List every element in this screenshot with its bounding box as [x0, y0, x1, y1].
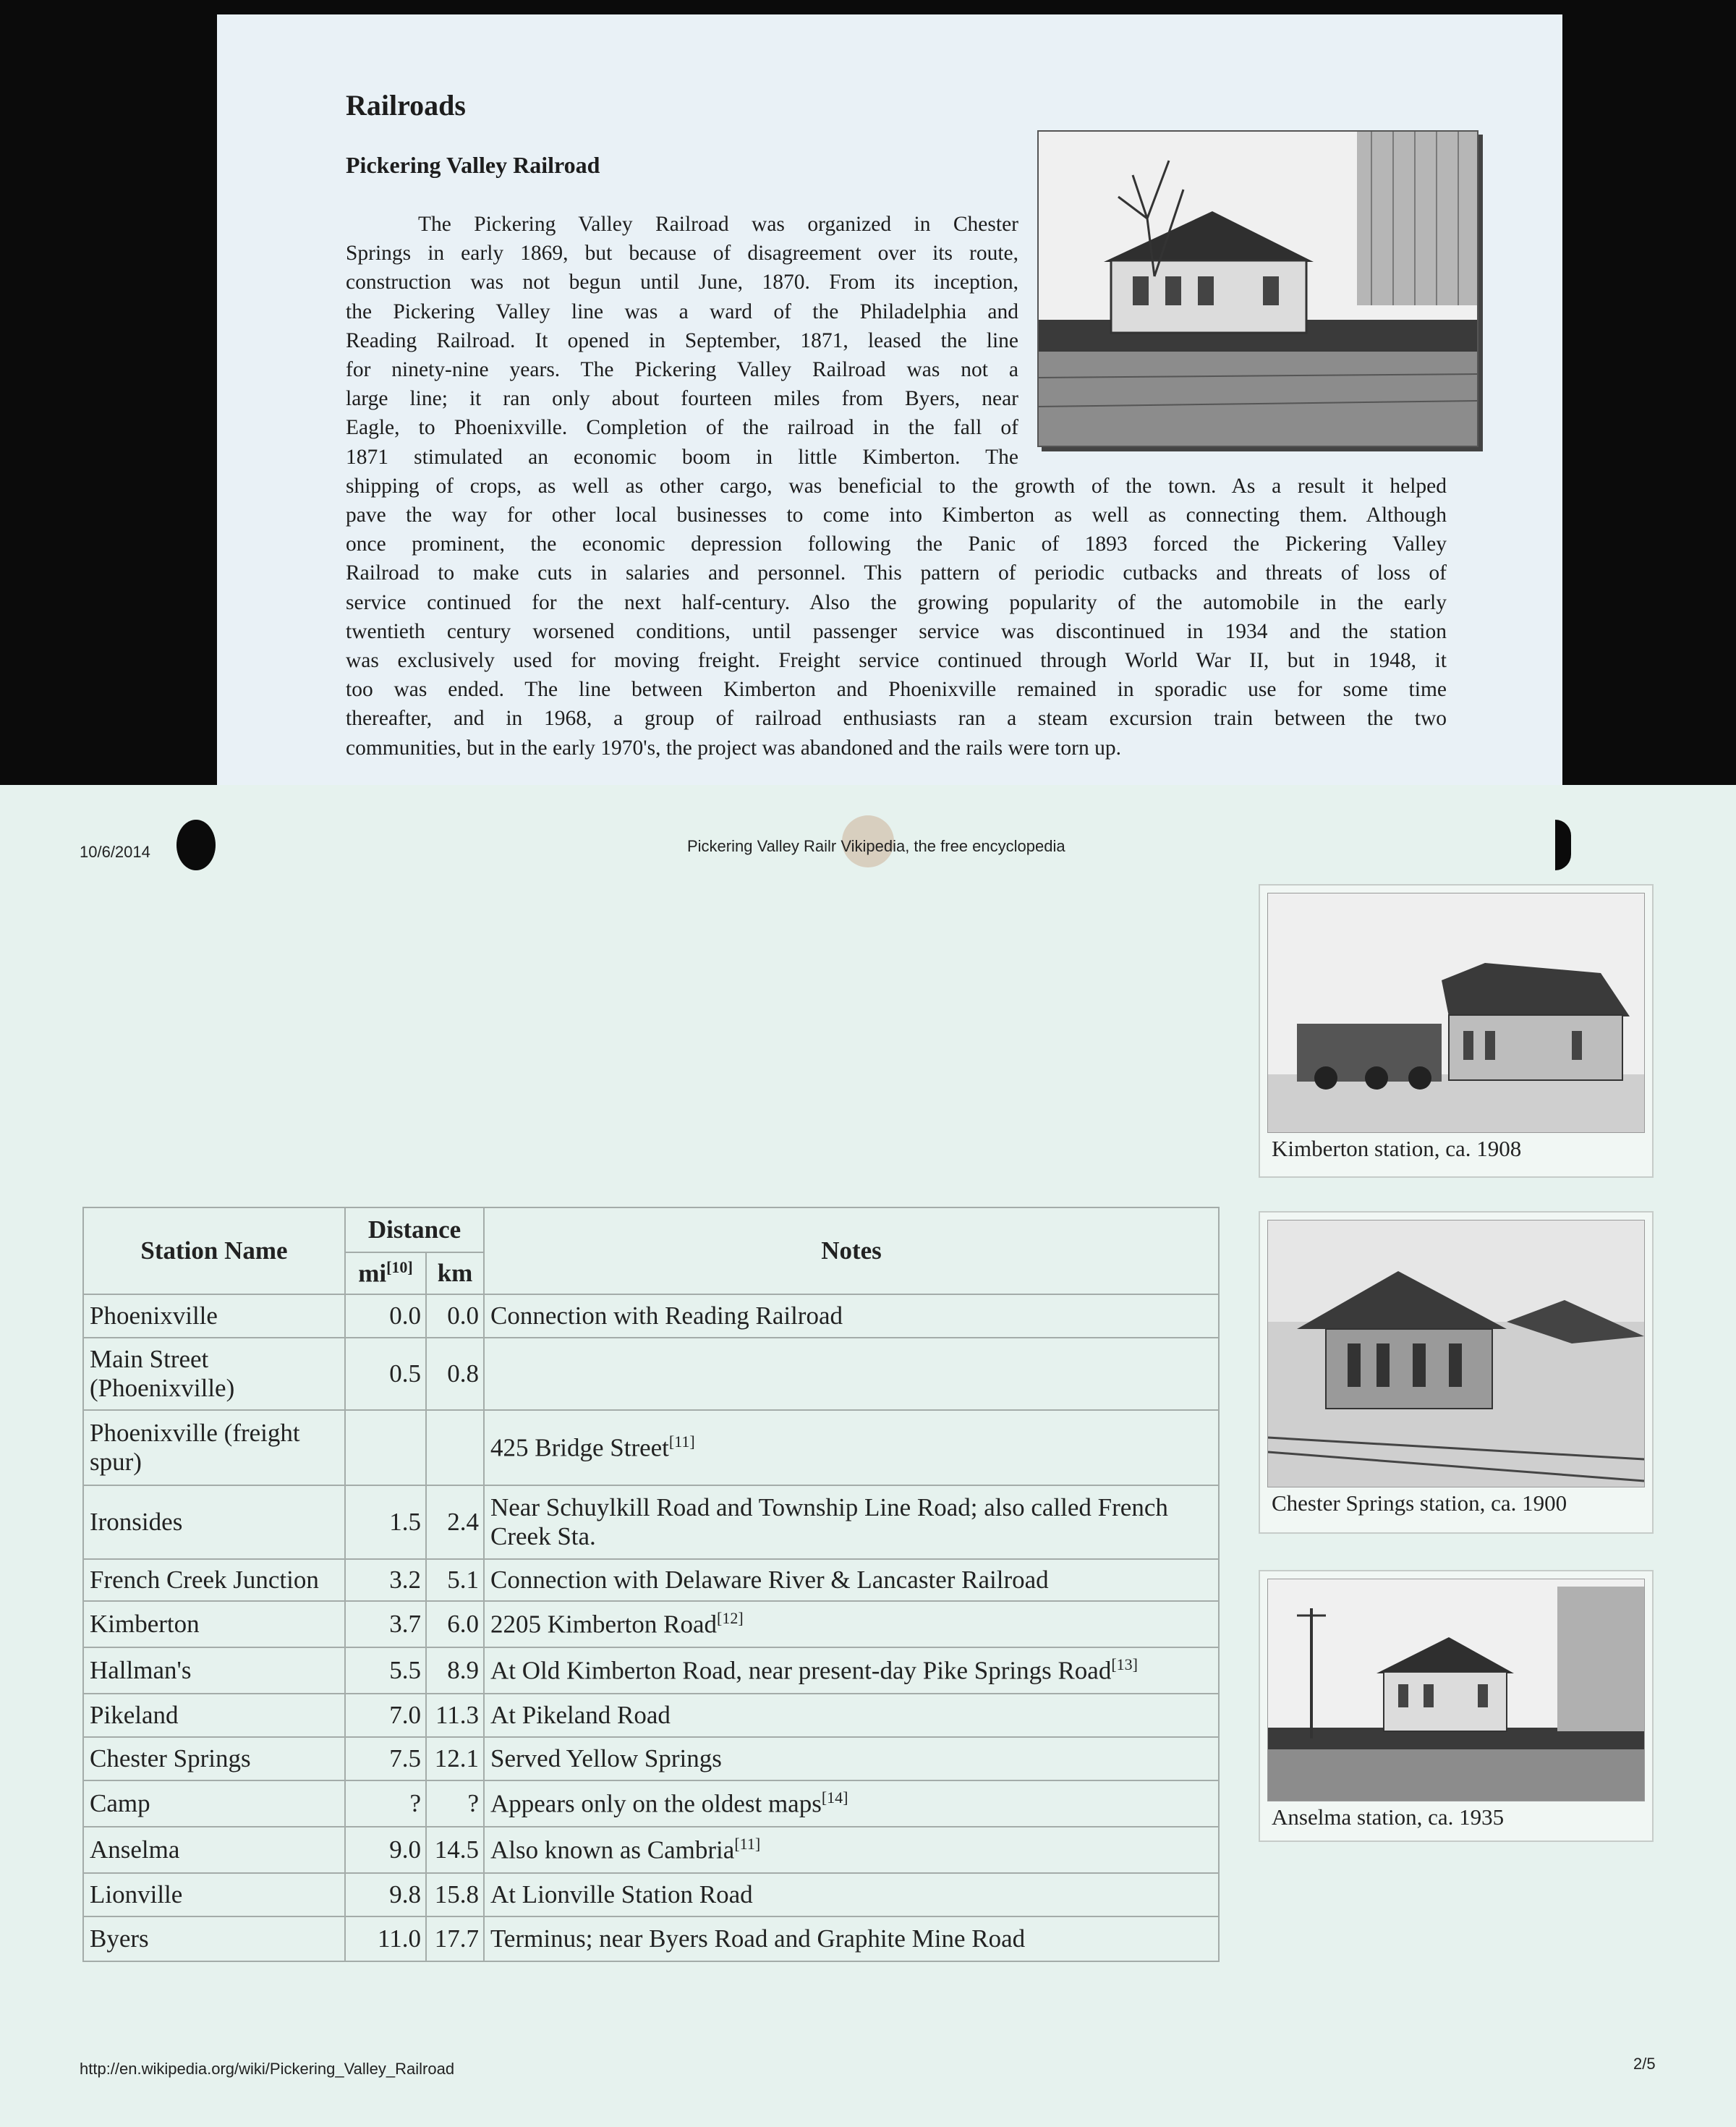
paragraph-line: service continued for the next half-century. Also the growing popularity of the automobile in the early: [346, 590, 1447, 614]
figure-caption: Kimberton station, ca. 1908: [1272, 1136, 1522, 1161]
notes-text: Connection with Reading Railroad: [490, 1302, 843, 1330]
station-notes: [484, 1916, 1219, 1961]
distance-km: 0.8: [426, 1338, 484, 1410]
station-name: Hallman's: [83, 1647, 345, 1694]
header-mi-label: mi: [358, 1259, 387, 1288]
notes-text: 425 Bridge Street: [490, 1433, 669, 1462]
distance-mi: 7.5: [345, 1737, 426, 1780]
station-notes: [484, 1647, 1219, 1694]
distance-km: 11.3: [426, 1694, 484, 1737]
figure-chester-springs-station[interactable]: [1259, 1211, 1654, 1534]
table-row: [83, 1916, 1219, 1961]
table-row: [83, 1694, 1219, 1737]
header-mi: [345, 1252, 426, 1294]
figure-caption: Chester Springs station, ca. 1900: [1272, 1490, 1567, 1516]
paragraph-line: pave the way for other local businesses to come into Kimberton as well as connecting them. Although: [346, 504, 1447, 527]
table-row: [83, 1338, 1219, 1410]
figure-anselma-station[interactable]: [1259, 1570, 1654, 1842]
station-name: Byers: [83, 1916, 345, 1961]
paragraph-line: construction was not begun until June, 1870. From its inception,: [346, 271, 1018, 294]
station-name: French Creek Junction: [83, 1559, 345, 1601]
table-row: [83, 1410, 1219, 1485]
distance-mi: 11.0: [345, 1916, 426, 1961]
paragraph-line: for ninety-nine years. The Pickering Valley Railroad was not a: [346, 358, 1018, 382]
table-row: [83, 1294, 1219, 1338]
notes-text: Terminus; near Byers Road and Graphite Mine Road: [490, 1924, 1026, 1953]
header-station-name: Station Name: [83, 1207, 345, 1294]
station-table: [82, 1207, 1220, 1962]
paragraph-line: too was ended. The line between Kimberton and Phoenixville remained in sporadic use for some time: [346, 678, 1447, 702]
distance-mi: 1.5: [345, 1485, 426, 1559]
station-name: Phoenixville (freight spur): [83, 1410, 345, 1485]
paragraph-line: 1871 stimulated an economic boom in little Kimberton. The: [346, 445, 1018, 469]
citation-link[interactable]: [11]: [668, 1432, 695, 1451]
distance-km: 2.4: [426, 1485, 484, 1559]
station-notes: [484, 1827, 1219, 1873]
paragraph-line: the Pickering Valley line was a ward of the Philadelphia and: [346, 300, 1018, 323]
distance-km: [426, 1410, 484, 1485]
citation-link[interactable]: [12]: [717, 1609, 744, 1628]
distance-mi: 7.0: [345, 1694, 426, 1737]
print-page-number: 2/5: [1633, 2055, 1656, 2073]
station-notes: [484, 1410, 1219, 1485]
notes-text: 2205 Kimberton Road: [490, 1610, 718, 1639]
paragraph-line: The Pickering Valley Railroad was organized in Chester: [418, 213, 1018, 236]
header-km: km: [426, 1252, 484, 1294]
station-name: Phoenixville: [83, 1294, 345, 1338]
station-name: Lionville: [83, 1873, 345, 1916]
paragraph-line: twentieth century worsened conditions, until passenger service was discontinued in 1934 and the station: [346, 619, 1447, 643]
notes-text: Served Yellow Springs: [490, 1744, 722, 1772]
station-notes: [484, 1485, 1219, 1559]
distance-mi: ?: [345, 1780, 426, 1827]
station-name: Pikeland: [83, 1694, 345, 1737]
notes-text: Connection with Delaware River & Lancaster Railroad: [490, 1566, 1049, 1594]
station-notes: [484, 1294, 1219, 1338]
paragraph-line: shipping of crops, as well as other cargo, was beneficial to the growth of the town. As a result it helped: [346, 474, 1447, 498]
paragraph-line: communities, but in the early 1970's, the project was abandoned and the rails were torn up.: [346, 736, 1121, 760]
station-notes: [484, 1694, 1219, 1737]
station-name: Chester Springs: [83, 1737, 345, 1780]
chester-springs-station-image[interactable]: [1267, 1220, 1645, 1487]
table-row: [83, 1737, 1219, 1780]
citation-link[interactable]: [10]: [386, 1258, 413, 1277]
station-name: Main Street (Phoenixville): [83, 1338, 345, 1410]
kimberton-station-image[interactable]: [1267, 893, 1645, 1133]
distance-mi: [345, 1410, 426, 1485]
table-row: [83, 1601, 1219, 1647]
paragraph-line: thereafter, and in 1968, a group of railroad enthusiasts ran a steam excursion train between the two: [346, 707, 1447, 731]
station-notes: [484, 1873, 1219, 1916]
distance-km: ?: [426, 1780, 484, 1827]
kimberton-station-art: [1268, 893, 1644, 1132]
print-url: http://en.wikipedia.org/wiki/Pickering_Valley_Railroad: [80, 2060, 455, 2078]
station-name: Anselma: [83, 1827, 345, 1873]
paragraph-line: Eagle, to Phoenixville. Completion of the railroad in the fall of: [346, 416, 1018, 440]
distance-km: 12.1: [426, 1737, 484, 1780]
anselma-station-image[interactable]: [1267, 1579, 1645, 1801]
subsection-title: Pickering Valley Railroad: [346, 152, 600, 178]
notes-text: At Pikeland Road: [490, 1701, 671, 1729]
distance-mi: 3.7: [345, 1601, 426, 1647]
station-name: Kimberton: [83, 1601, 345, 1647]
notes-text: Also known as Cambria: [490, 1835, 735, 1864]
paragraph-line: Springs in early 1869, but because of disagreement over its route,: [346, 242, 1018, 266]
distance-mi: 5.5: [345, 1647, 426, 1694]
section-title: Railroads: [346, 89, 466, 122]
paragraph-line: was exclusively used for moving freight. Freight service continued through World War II, but in 1948, it: [346, 649, 1447, 673]
station-name: Camp: [83, 1780, 345, 1827]
distance-km: 14.5: [426, 1827, 484, 1873]
paragraph-line: once prominent, the economic depression following the Panic of 1893 forced the Pickering Valley: [346, 532, 1447, 556]
chester-springs-station-art: [1268, 1220, 1644, 1487]
station-photo-art: [1039, 132, 1477, 446]
distance-km: 0.0: [426, 1294, 484, 1338]
notes-text: At Old Kimberton Road, near present-day Pike Springs Road: [490, 1656, 1112, 1685]
citation-link[interactable]: [11]: [734, 1835, 761, 1854]
distance-mi: 3.2: [345, 1559, 426, 1601]
station-notes: [484, 1338, 1219, 1410]
paragraph-line: large line; it ran only about fourteen miles from Byers, near: [346, 387, 1018, 411]
header-notes: Notes: [484, 1207, 1219, 1294]
citation-link[interactable]: [14]: [821, 1788, 848, 1807]
distance-km: 17.7: [426, 1916, 484, 1961]
distance-mi: 0.0: [345, 1294, 426, 1338]
anselma-station-art: [1268, 1579, 1644, 1801]
station-notes: [484, 1737, 1219, 1780]
history-page: [217, 14, 1562, 796]
print-date: 10/6/2014: [80, 843, 150, 861]
header-distance: Distance: [345, 1207, 484, 1252]
table-row: [83, 1485, 1219, 1559]
station-notes: [484, 1601, 1219, 1647]
station-notes: [484, 1780, 1219, 1827]
figure-caption: Anselma station, ca. 1935: [1272, 1804, 1505, 1830]
notes-text: Appears only on the oldest maps: [490, 1789, 822, 1818]
notes-text: Near Schuylkill Road and Township Line Road; also called French Creek Sta.: [490, 1493, 1168, 1550]
distance-mi: 0.5: [345, 1338, 426, 1410]
punch-hole: [1555, 820, 1571, 870]
distance-km: 5.1: [426, 1559, 484, 1601]
station-name: Ironsides: [83, 1485, 345, 1559]
distance-km: 8.9: [426, 1647, 484, 1694]
table-row: [83, 1647, 1219, 1694]
distance-mi: 9.0: [345, 1827, 426, 1873]
station-photo: [1037, 130, 1478, 447]
print-page-title: Pickering Valley Railr Vikipedia, the free encyclopedia: [687, 837, 1065, 855]
distance-mi: 9.8: [345, 1873, 426, 1916]
figure-kimberton-station[interactable]: [1259, 884, 1654, 1178]
table-row: [83, 1873, 1219, 1916]
citation-link[interactable]: [13]: [1111, 1655, 1138, 1674]
distance-km: 15.8: [426, 1873, 484, 1916]
table-row: [83, 1559, 1219, 1601]
paragraph-line: Reading Railroad. It opened in September, 1871, leased the line: [346, 328, 1018, 352]
station-notes: [484, 1559, 1219, 1601]
paragraph-line: Railroad to make cuts in salaries and personnel. This pattern of periodic cutbacks and threats of loss of: [346, 561, 1447, 585]
distance-km: 6.0: [426, 1601, 484, 1647]
notes-text: At Lionville Station Road: [490, 1880, 753, 1909]
punch-hole: [176, 820, 216, 870]
table-row: [83, 1827, 1219, 1873]
table-row: [83, 1780, 1219, 1827]
